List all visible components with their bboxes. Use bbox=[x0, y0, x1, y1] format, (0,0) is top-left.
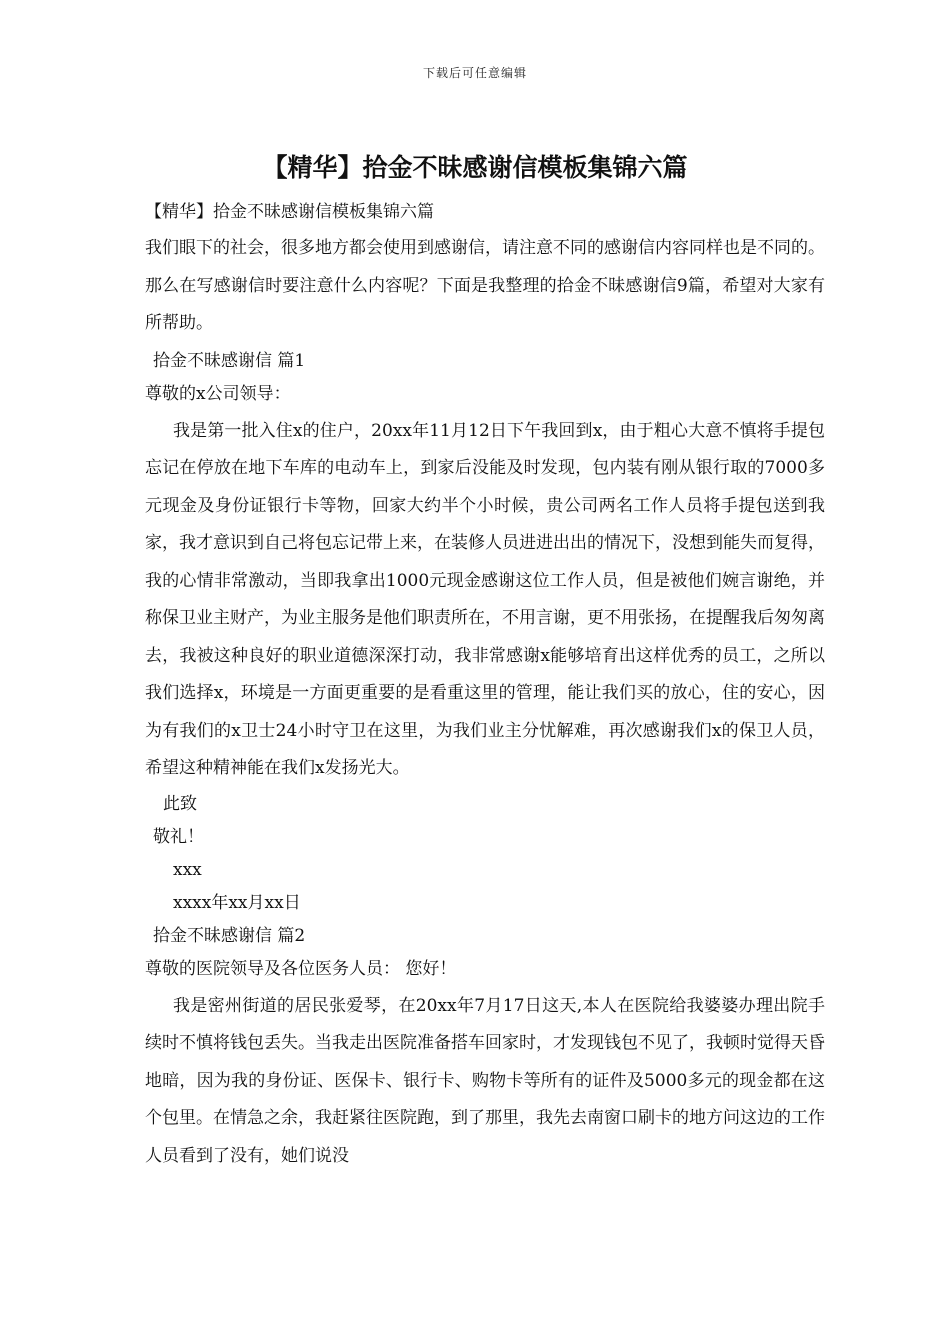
document-body bbox=[145, 196, 825, 1175]
letter1-salutation: 尊敬的x公司领导： bbox=[145, 383, 291, 404]
letter1-date: xxxx年xx月xx日 bbox=[173, 892, 301, 913]
page-header-note: 下载后可任意编辑 bbox=[422, 66, 527, 80]
letter2-heading: 拾金不昧感谢信 篇2 bbox=[153, 925, 306, 946]
document-title: 【精华】拾金不昧感谢信模板集锦六篇 bbox=[262, 153, 688, 182]
letter1-body: 我是第一批入住x的住户，20xx年11月12日下午我回到x，由于粗心大意不慎将手提包忘记在停放在地下车库的电动车上，到家后没能及时发现，包内装有刚从银行取的7000多元现金及身份证银行卡等物，回家大约半个小时候，贵公司两名工作人员将手提包送到我家，我才意识到自己将包忘记带上来，在装修人员进进出出的情况下，没想到能失而复得，我的心情非常激动，当即我拿出1000元现金感谢这位工作人员，但是被他们婉言谢绝，并称保卫业主财产，为业主服务是他们职责所在，不用言谢，更不用张扬，在提醒我后匆匆离去，我被这种良好的职业道德深深打动，我非常感谢x能够培育出这样优秀的员工，之所以我们选择x，环境是一方面更重要的是看重这里的管理，能让我们买的放心，住的安心，因为有我们的x卫士24小时守卫在这里，为我们业主分忧解难，再次感谢我们x的保卫人员，希望这种精神能在我们x发扬光大。 bbox=[145, 420, 825, 778]
letter2-salutation: 尊敬的医院领导及各位医务人员： 您好！ bbox=[145, 958, 457, 979]
letter1-closing-1: 此致 bbox=[163, 793, 197, 814]
letter1-heading: 拾金不昧感谢信 篇1 bbox=[153, 350, 306, 371]
letter1-closing-2: 敬礼！ bbox=[153, 826, 204, 847]
document-subtitle: 【精华】拾金不昧感谢信模板集锦六篇 bbox=[145, 202, 434, 222]
intro-paragraph: 我们眼下的社会，很多地方都会使用到感谢信，请注意不同的感谢信内容同样也是不同的。那么在写感谢信时要注意什么内容呢？下面是我整理的拾金不昧感谢信9篇，希望对大家有所帮助。 bbox=[145, 238, 825, 333]
letter1-signature: xxx bbox=[173, 859, 202, 880]
letter2-body: 我是密州街道的居民张爱琴，在20xx年7月17日这天,本人在医院给我婆婆办理出院手续时不慎将钱包丢失。当我走出医院准备搭车回家时，才发现钱包不见了，我顿时觉得天昏地暗，因为我的身份证、医保卡、银行卡、购物卡等所有的证件及5000多元的现金都在这个包里。在情急之余，我赶紧往医院跑，到了那里，我先去南窗口刷卡的地方问这边的工作人员看到了没有，她们说没 bbox=[145, 995, 825, 1166]
